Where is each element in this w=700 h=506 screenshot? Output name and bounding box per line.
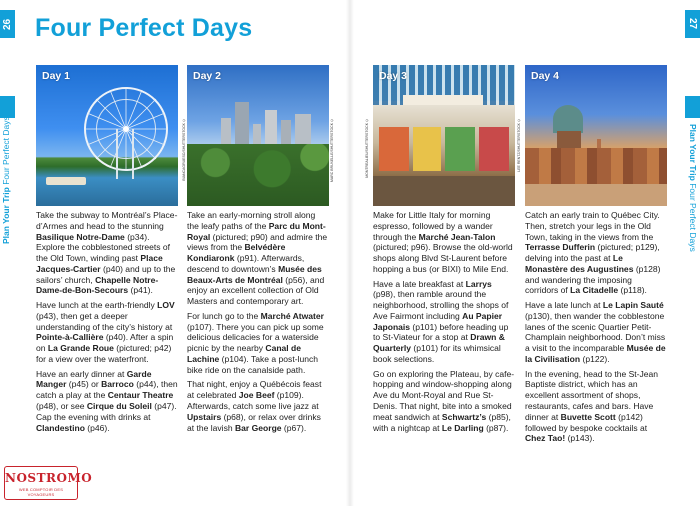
stall	[479, 127, 509, 171]
building	[265, 110, 277, 148]
side-label-section: Plan Your Trip	[688, 124, 698, 181]
paragraph	[36, 210, 178, 296]
text-run: (p118).	[618, 285, 647, 296]
place-name: Belvédère Kondiaronk	[187, 242, 286, 264]
place-name: Joe Beef	[238, 390, 275, 401]
houses	[525, 148, 667, 184]
side-label-left	[1, 116, 11, 244]
text-run: (p142) followed by bespoke cocktails at	[525, 411, 648, 433]
day-column-4	[525, 65, 667, 444]
text-run: (p34). Explore the cobblestoned streets of the Old Town, winding past	[36, 231, 170, 264]
place-name: La Citadelle	[570, 285, 619, 296]
text-run: (p41).	[128, 285, 153, 296]
wheel-leg	[132, 129, 134, 179]
text-run: (p85), with a nightcap at	[373, 411, 511, 433]
place-name: Musée des Beaux-Arts de Montréal	[187, 263, 322, 285]
day-column-1	[36, 65, 178, 433]
place-name: Canal de Lachine	[187, 343, 302, 364]
place-name: Buvette Scott	[560, 411, 616, 422]
paragraph	[36, 300, 178, 365]
place-name: Upstairs	[187, 411, 222, 422]
paragraph	[525, 300, 667, 365]
text-run: (p109). Afterwards, catch some live jazz at	[187, 390, 319, 412]
place-name: Le Lapin Sauté	[602, 300, 664, 311]
paragraph	[36, 369, 178, 434]
logo-tagline: WEB COMPTOIR DES VOYAGEURS	[18, 487, 64, 497]
place-name: Basilique Notre-Dame	[36, 231, 125, 242]
day-1-text	[36, 210, 178, 433]
place-name: Bar George	[235, 422, 282, 433]
place-name: Au Papier Japonais	[373, 310, 503, 332]
building	[295, 114, 311, 148]
text-run: (p44), then catch a play at the	[36, 379, 178, 401]
street	[525, 184, 667, 206]
place-name: Marché Jean-Talon	[418, 231, 496, 242]
day-2-text	[187, 210, 329, 433]
text-run: Take an early-morning stroll along the leafy paths of the	[187, 210, 316, 231]
place-name: Garde Manger	[36, 368, 152, 390]
photo-credit: BIANCAGRUESO/SHUTTERSTOCK ©	[182, 118, 186, 181]
day-2-photo	[187, 65, 329, 206]
page-number-left: 26	[0, 10, 15, 38]
place-name: La Grande Roue	[47, 343, 114, 354]
text-run: (pictured; p42) for a view over the waterfront.	[36, 343, 172, 364]
text-run: Have an early dinner at	[36, 368, 127, 379]
place-name: Le Darling	[441, 422, 484, 433]
text-run: In the evening, head to the St-Jean Baptiste district, which has an excellent assortment of shops, restaurants, cafes and bars. Have dinner at	[525, 368, 659, 422]
side-label-topic: Four Perfect Days	[1, 116, 11, 185]
nostromo-logo	[4, 466, 93, 500]
paragraph	[525, 369, 667, 444]
day-label: Day 3	[379, 70, 408, 82]
paragraph	[373, 210, 515, 275]
text-run: (p43), then get a deeper understanding of the city’s history at	[36, 310, 173, 332]
place-name: Drawn & Quarterly	[373, 332, 505, 354]
side-label-section: Plan Your Trip	[1, 187, 11, 244]
text-run: (p46).	[84, 422, 110, 433]
text-run: (p56), and enjoy an excellent collection of Old Masters and contemporary art.	[187, 274, 325, 307]
text-run: (p40) and up to the sailors’ church,	[36, 263, 176, 285]
place-name: Le Monastère des Augustines	[525, 253, 634, 274]
paragraph	[525, 210, 667, 296]
place-name: Barroco	[101, 379, 134, 390]
text-run: For lunch go to the	[187, 310, 261, 321]
text-run: Go on exploring the Plateau, by cafe-hopping and window-shopping along Ave du Mont-Royal and Rue St-Denis. That night, bite into a smoked meat sandwich at	[373, 368, 515, 422]
page-number-right: 27	[685, 10, 700, 38]
logo-name: NOSTROMO	[5, 471, 93, 485]
side-label-topic: Four Perfect Days	[688, 183, 698, 252]
text-run: Make for Little Italy for morning espresso, followed by a wander through the	[373, 210, 493, 242]
text-run: (p143).	[565, 433, 595, 444]
stall	[445, 127, 475, 171]
stall	[413, 127, 441, 171]
place-name: Chez Tao!	[525, 433, 566, 444]
day-label: Day 2	[193, 70, 222, 82]
day-3-photo	[373, 65, 515, 206]
place-name: Place Jacques-Cartier	[36, 253, 163, 274]
text-run: Catch an early train to Québec City. Then, stretch your legs in the Old Town, taking in the views from the	[525, 210, 660, 242]
paragraph	[373, 279, 515, 365]
text-run: (pictured; p90) and admire the views from the	[187, 231, 328, 253]
text-run: That night, enjoy a Québécois feast at celebrated	[187, 379, 322, 401]
market-sign	[403, 95, 483, 105]
book-gutter	[346, 0, 354, 506]
place-name: Parc du Mont-Royal	[187, 220, 326, 242]
place-name: Chapelle Notre-Dame-de-Bon-Secours	[36, 274, 159, 296]
paragraph	[187, 311, 329, 376]
text-run: (p68), or relax over drinks at the lavish	[187, 411, 321, 433]
place-name: Cirque du Soleil	[86, 401, 152, 412]
side-label-right	[688, 124, 698, 254]
ferris-wheel-spokes	[84, 87, 168, 171]
photo-credit: MONTREALIEU/SHUTTERSTOCK ©	[365, 118, 369, 178]
paragraph	[187, 379, 329, 433]
text-run: (pictured; p96). Browse the old-world shops along Blvd St-Laurent before hopping a bus (or BIXI) to Mile End.	[373, 242, 513, 274]
place-name: LOV	[157, 300, 175, 311]
place-name: Centaur Theatre	[107, 390, 174, 401]
text-run: (p107). There you can pick up some delicious delicacies for a waterside picnic by the nearby	[187, 321, 324, 354]
day-column-3	[373, 65, 515, 433]
day-1-photo	[36, 65, 178, 206]
place-name: Clandestino	[36, 422, 85, 433]
day-column-2	[187, 65, 329, 433]
place-name: Musée de la Civilisation	[525, 343, 666, 364]
photo-credit: MARC BRUXELLE/SHUTTERSTOCK ©	[330, 118, 334, 183]
dome	[553, 105, 583, 133]
photo-credit: LEE RENTZ/SHUTTERSTOCK ©	[517, 118, 521, 172]
day-3-text	[373, 210, 515, 433]
text-run: (p91). Afterwards, descend to downtown’s	[187, 253, 305, 274]
place-name: Marché Atwater	[260, 310, 324, 321]
boat	[46, 177, 86, 185]
day-4-photo	[525, 65, 667, 206]
text-run: Have a late breakfast at	[373, 278, 466, 289]
text-run: (p104). Take a post-lunch bike ride on the canalside path.	[187, 353, 318, 375]
place-name: Larrys	[465, 278, 492, 289]
building	[235, 102, 249, 148]
text-run: Have a late lunch at	[525, 300, 603, 311]
side-tab-left	[0, 96, 15, 118]
market-ground	[373, 176, 515, 206]
text-run: (p128) and wandering the imposing corridors of	[525, 263, 661, 296]
text-run: (p48), or see	[36, 401, 87, 412]
text-run: (p67).	[281, 422, 307, 433]
text-run: (p40). After a spin on	[36, 332, 174, 354]
text-run: (p98), then ramble around the neighborhood, strolling the shops of Ave Fairmont including	[373, 289, 509, 321]
day-label: Day 1	[42, 70, 71, 82]
text-run: (p47). Cap the evening with drinks at	[36, 401, 177, 422]
day-label: Day 4	[531, 70, 560, 82]
text-run: (p122).	[580, 353, 610, 364]
side-tab-right	[685, 96, 700, 118]
paragraph	[373, 369, 515, 434]
trees	[187, 144, 329, 206]
text-run: (p130), then wander the cobblestone lanes of the scenic Quartier Petit-Champlain neighborhood. Don’t miss a visit to the incomparable	[525, 310, 666, 354]
text-run: Take the subway to Montréal’s Place-d’Armes and head to the stunning	[36, 210, 178, 231]
text-run: Have lunch at the earth-friendly	[36, 300, 158, 311]
stall	[379, 127, 409, 171]
day-4-text	[525, 210, 667, 444]
text-run: (p101) for its whimsical book selections.	[373, 343, 501, 364]
wheel-leg	[116, 129, 118, 179]
text-run: (p87).	[483, 422, 509, 433]
page-title: Four Perfect Days	[35, 14, 253, 42]
text-run: (p101) before heading up to St-Viateur for a stop at	[373, 321, 509, 343]
place-name: Terrasse Dufferin	[525, 242, 596, 253]
text-run: (p45) or	[66, 379, 102, 390]
text-run: (pictured; p129), delving into the past at	[525, 242, 660, 264]
place-name: Schwartz’s	[441, 411, 487, 422]
place-name: Pointe-à-Callière	[36, 332, 104, 343]
paragraph	[187, 210, 329, 307]
